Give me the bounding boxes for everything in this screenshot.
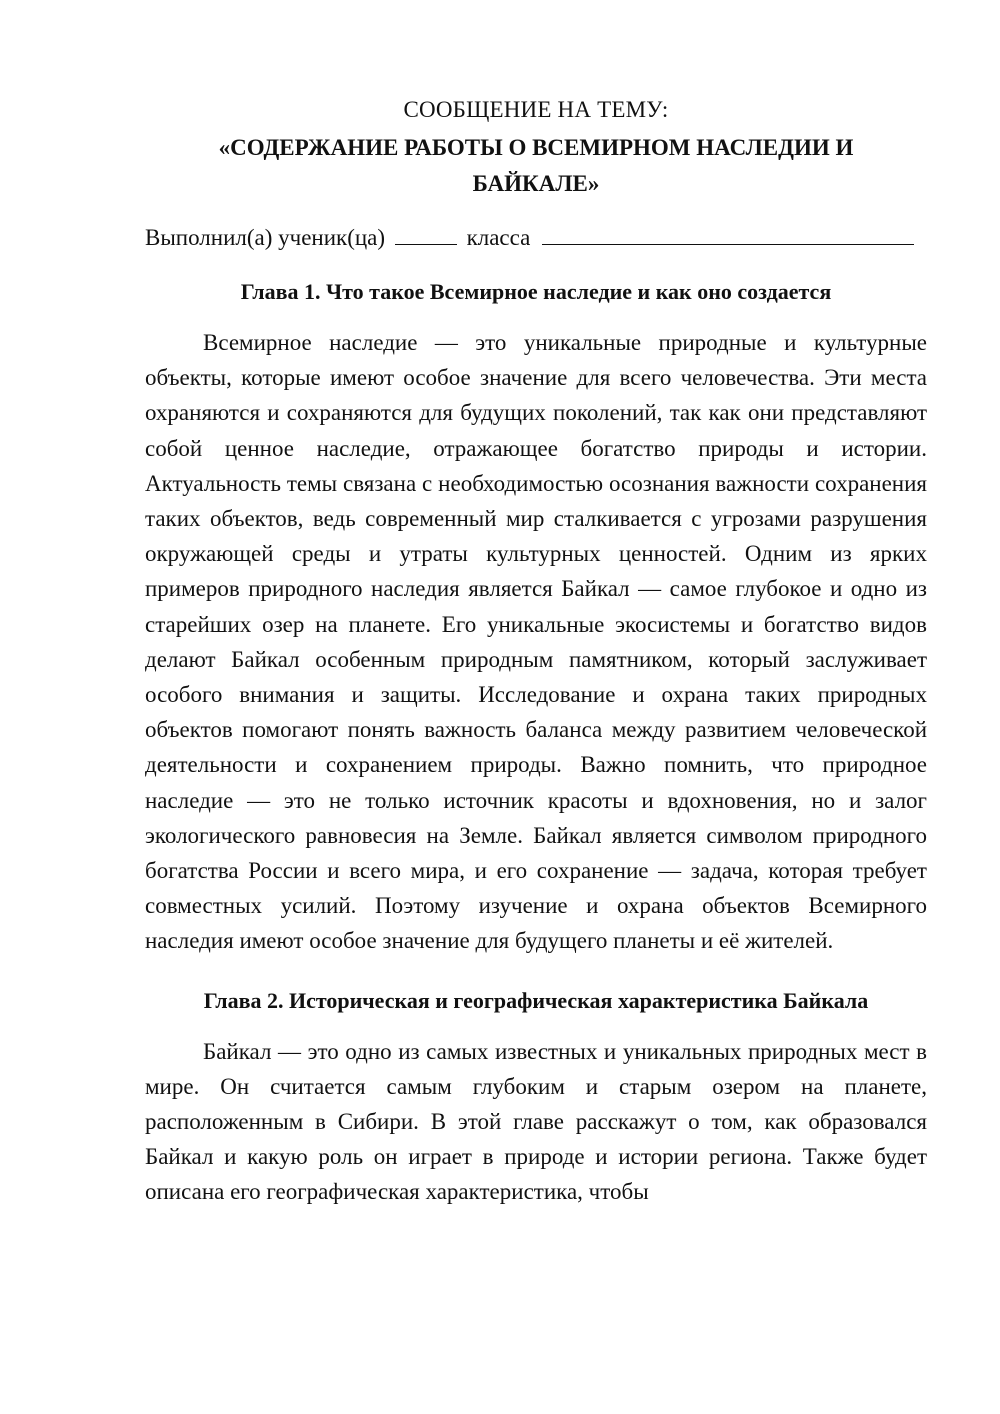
chapter-2-paragraph: Байкал — это одно из самых известных и уникальных природных мест в мире. Он считается самым глубоким и старым озером на планете, расположенным в Сибири. В этой главе расскажут о том, как образовался Байкал и какую роль он играет в природе и истории региона. Также будет описана его географическая характеристика, чтобы xyxy=(145,1038,927,1205)
author-line-prefix: Выполнил(а) ученик(ца) xyxy=(145,225,386,250)
name-blank xyxy=(542,220,914,245)
document-title: «СОДЕРЖАНИЕ РАБОТЫ О ВСЕМИРНОМ НАСЛЕДИИ И БАЙКАЛЕ» xyxy=(218,135,854,196)
document-content xyxy=(145,92,927,1210)
grade-blank xyxy=(395,220,457,245)
chapter-2-heading: Глава 2. Историческая и географическая характеристика Байкала xyxy=(203,987,869,1013)
author-line-middle: класса xyxy=(466,225,531,250)
chapter-1-paragraph: Всемирное наследие — это уникальные природные и культурные объекты, которые имеют особое значение для всего человечества. Эти места охраняются и сохраняются для будущих поколений, так как они представляют собой ценное наследие, отражающее богатство природы и истории. Актуальность темы связана с необходимостью осознания важности сохранения таких объектов, ведь современный мир сталкивается с угрозами разрушения окружающей среды и утраты культурных ценностей. Одним из ярких примеров природного наследия является Байкал — самое глубокое и одно из старейших озер на планете. Его уникальные экосистемы и богатство видов делают Байкал особенным природным памятником, который заслуживает особого внимания и защиты. Исследование и охрана таких природных объектов помогают понять важность баланса между развитием человеческой деятельности и сохранением природы. Важно помнить, что природное наследие — это не только источник красоты и вдохновения, но и залог экологического равновесия на Земле. Байкал является символом природного богатства России и всего мира, и его сохранение — задача, которая требует совместных усилий. Поэтому изучение и охрана объектов Всемирного наследия имеют особое значение для будущего планеты и её жителей. xyxy=(145,330,927,954)
chapter-1-heading: Глава 1. Что такое Всемирное наследие и как оно создается xyxy=(240,279,832,304)
document-topic: СООБЩЕНИЕ НА ТЕМУ: xyxy=(403,97,669,122)
author-line xyxy=(145,220,927,256)
